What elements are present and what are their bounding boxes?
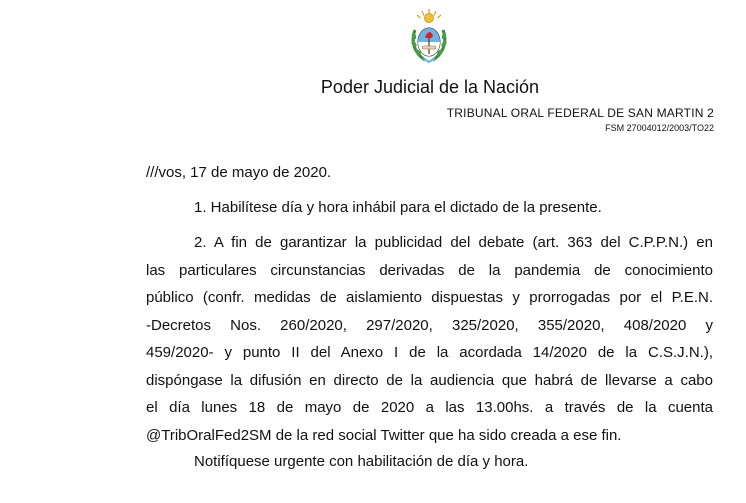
paragraph-3: Notifíquese urgente con habilitación de día y hora. [194, 453, 529, 470]
paragraph-2-line: dispóngase la difusión en directo de la audiencia que habrá de llevarse a cabo [146, 371, 713, 389]
case-number: FSM 27004012/2003/TO22 [605, 123, 714, 133]
paragraph-2-line: 2. A fin de garantizar la publicidad del debate (art. 363 del C.P.P.N.) en [194, 234, 713, 251]
paragraph-2 [146, 229, 713, 449]
court-name: Poder Judicial de la Nación [320, 77, 540, 97]
paragraph-2-line: 459/2020- y punto II del Anexo I de la acordada 14/2020 de la C.S.J.N.), [146, 344, 713, 361]
paragraph-2-line: las particulares circunstancias derivadas de la pandemia de conocimiento [146, 261, 713, 279]
tribunal-name: TRIBUNAL ORAL FEDERAL DE SAN MARTIN 2 [446, 106, 714, 120]
argentine-coat-of-arms-icon [405, 8, 453, 64]
paragraph-1: 1. Habilítese día y hora inhábil para el dictado de la presente. [194, 199, 602, 216]
paragraph-2-line: el día lunes 18 de mayo de 2020 a las 13.00hs. a través de la cuenta [146, 399, 713, 416]
paragraph-2-line: público (confr. medidas de aislamiento dispuestas y prorrogadas por el P.E.N. [146, 289, 713, 306]
date-line: ///vos, 17 de mayo de 2020. [146, 164, 332, 181]
paragraph-2-line: @TribOralFed2SM de la red social Twitter que ha sido creada a ese fin. [146, 426, 622, 444]
paragraph-2-line: -Decretos Nos. 260/2020, 297/2020, 325/2020, 355/2020, 408/2020 y [146, 316, 713, 334]
